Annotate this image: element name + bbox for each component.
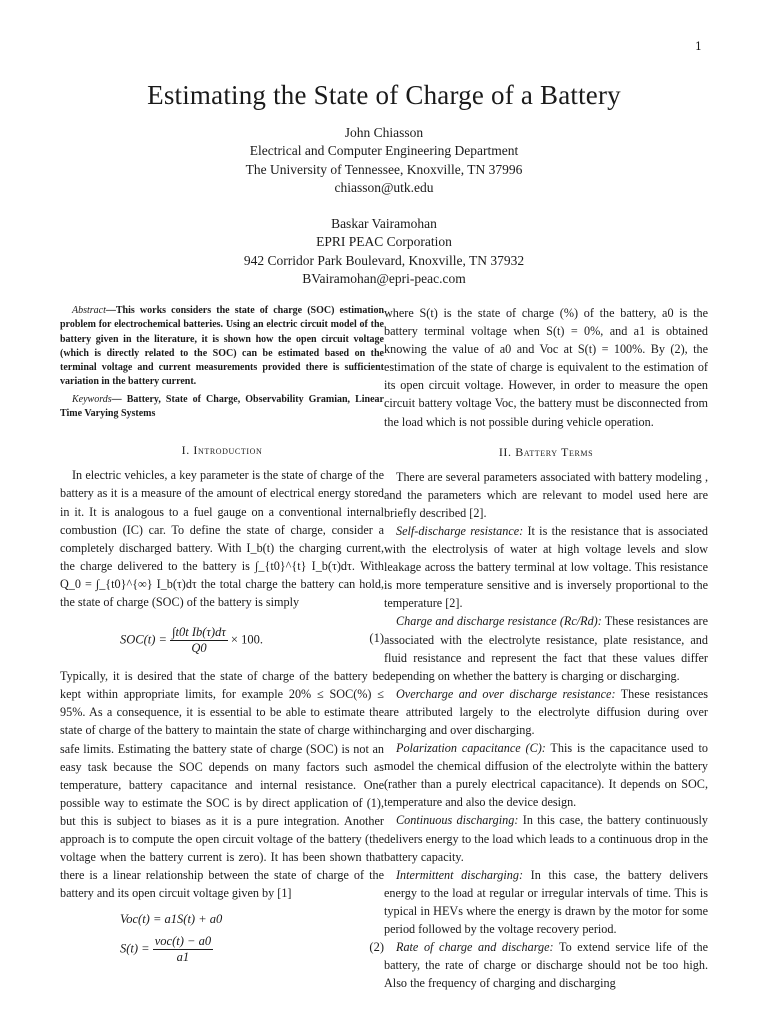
term-intermittent-discharging [384, 866, 708, 938]
right-column [384, 304, 708, 992]
author-1-affiliation: The University of Tennessee, Knoxville, TN 37996 [245, 161, 523, 177]
author-2-name: Baskar Vairamohan [331, 216, 437, 232]
author-2-org: EPRI PEAC Corporation [316, 234, 452, 250]
author-block [0, 124, 768, 288]
term-name: Self-discharge resistance: [396, 523, 524, 538]
term-text: It is the resistance that is associated with the electrolysis of water at high voltage levels and slow leakage across the battery terminal at low voltage. This resistance is more temperature sensitive and is inversely proportional to the temperature [2]. [384, 523, 708, 611]
author-2-email: BVairamohan@epri-peac.com [302, 271, 466, 287]
page-number: 1 [695, 40, 702, 53]
term-charge-discharge-resistance [384, 612, 708, 684]
abstract-text: —This works considers the state of charge (SOC) estimation problem for electrochemical batteries. Using an electric circuit model of the battery given in the literature, it is shown how the open circuit voltage (which is directly related to the SOC) can be estimated based on the terminal voltage and current measurements provided there is sufficient variation in the battery current. [60, 305, 384, 388]
battery-terms-intro: There are several parameters associated with battery modeling , and the parameters which are relevant to model used here are briefly described [2]. [384, 469, 708, 520]
eq2-label: (2) [369, 940, 384, 955]
eq2-row-2 [120, 934, 213, 965]
eq1-lhs: SOC(t) = [120, 632, 167, 647]
eq2-denominator: a1 [176, 950, 190, 965]
term-name: Polarization capacitance (C): [396, 741, 546, 756]
author-1-dept: Electrical and Computer Engineering Department [249, 143, 519, 159]
eq1-fraction [170, 625, 228, 656]
eq2-row-2-lhs: S(t) = [120, 941, 150, 956]
term-name: Intermittent discharging: [396, 867, 524, 882]
author-1-name: John Chiasson [344, 125, 424, 140]
section-1-heading: I. Introduction [181, 443, 263, 458]
eq2-fraction [153, 934, 213, 965]
keywords-text: — Battery, State of Charge, Observability Gramian, Linear Time Varying Systems [60, 393, 384, 420]
term-continuous-discharging [384, 811, 708, 865]
right-intro-paragraph: where S(t) is the state of charge (%) of the battery, a0 is the battery terminal voltage when S(t) = 0%, and a1 is obtained knowing the value of a0 and Voc at S(t) = 100%. By (2), the estimation of the state of charge is equivalent to the estimation of its open circuit voltage. However, in order to measure the open circuit battery voltage Voc, the battery must be disconnected from the load which is not possible during vehicle operation. [384, 306, 708, 429]
term-text: In this case, the battery delivers energy to the load at regular or irregular intervals of time. This is typical in HEVs where the energy is drawn by the motor for some period followed by the voltage recovery period. [384, 867, 708, 936]
eq2-numerator: voc(t) − a0 [154, 934, 212, 949]
eq1-tail: × 100. [230, 632, 263, 647]
term-self-discharge [384, 522, 708, 612]
paper-title: Estimating the State of Charge of a Battery [147, 80, 621, 110]
term-text: This is the capacitance used to model the chemical diffusion of the electrolyte within the battery (rather than a purely electrical capacitance). It depends on SOC, temperature and also the device design. [384, 741, 708, 810]
equation-2 [60, 910, 384, 972]
term-text: These resistances are attributed largely to the electrolyte diffusion during over charging and over discharging. [384, 686, 709, 737]
eq1-numerator: ∫t0t Ib(τ)dτ [172, 625, 226, 640]
eq1-denominator: Q0 [191, 641, 207, 656]
author-1-email: chiasson@utk.edu [334, 179, 434, 195]
term-name: Charge and discharge resistance (Rc/Rd): [396, 614, 602, 629]
term-overcharge [384, 685, 708, 739]
keywords-lead: Keywords [72, 393, 112, 405]
eq2-row-1: Voc(t) = a1S(t) + a0 [120, 912, 223, 927]
intro-paragraph-2: Typically, it is desired that the state of charge of the battery be kept within appropriate limits, for example 20% ≤ SOC(%) ≤ 95%. As a consequence, it is essential to be able to estimate the state of charge of the battery to maintain the state of charge within safe limits. Estimating the battery state of charge (SOC) is not an easy task because the SOC depends on many factors such as temperature, battery capacitance and internal resistance. One possible way to estimate the SOC is by direct application of (1), but this is subject to biases as it is a pure integration. Another approach is to compute the open circuit voltage of the battery (the voltage when the battery current is zero). It has been shown that there is a linear relationship between the state of charge of the battery and its open circuit voltage given by [1] [60, 669, 384, 901]
eq1-label: (1) [369, 631, 384, 646]
term-text: In this case, the battery continuously delivers energy to the load which leads to a continuous drop in the battery capacity. [384, 813, 708, 864]
abstract-lead: Abstract [72, 305, 106, 316]
equation-1 [60, 617, 384, 661]
term-rate-of-charge [384, 938, 708, 992]
author-2-address: 942 Corridor Park Boulevard, Knoxville, TN 37932 [243, 252, 525, 268]
term-polarization [384, 739, 708, 811]
term-name: Overcharge and over discharge resistance: [396, 686, 616, 701]
abstract [60, 304, 384, 421]
left-column [60, 304, 384, 972]
section-2-heading: II. Battery Terms [498, 444, 594, 459]
term-name: Continuous discharging: [396, 813, 519, 828]
intro-paragraph-1: In electric vehicles, a key parameter is the state of charge of the battery as it is a measure of the amount of electrical energy stored in it. It is analogous to a fuel gauge on a conventional internal combustion (IC) car. To define the state of charge, consider a completely discharged battery. With I_b(t) the charging current, the charge delivered to the battery is ∫_{t0}^{t} I_b(τ)dτ. With Q_0 = ∫_{t0}^{∞} I_b(τ)dτ the total charge the battery can hold, the state of charge (SOC) of the battery is simply [60, 468, 384, 610]
term-text: These resistances are associated with the electrolyte resistance, plate resistance, and fluid resistance and represent the fact that these values differ depending on whether the battery is charging or discharging. [384, 614, 708, 683]
term-name: Rate of charge and discharge: [396, 940, 554, 955]
term-text: To extend service life of the battery, the rate of charge or discharge should not be too high. Also the frequency of charging and discharging [384, 940, 708, 991]
